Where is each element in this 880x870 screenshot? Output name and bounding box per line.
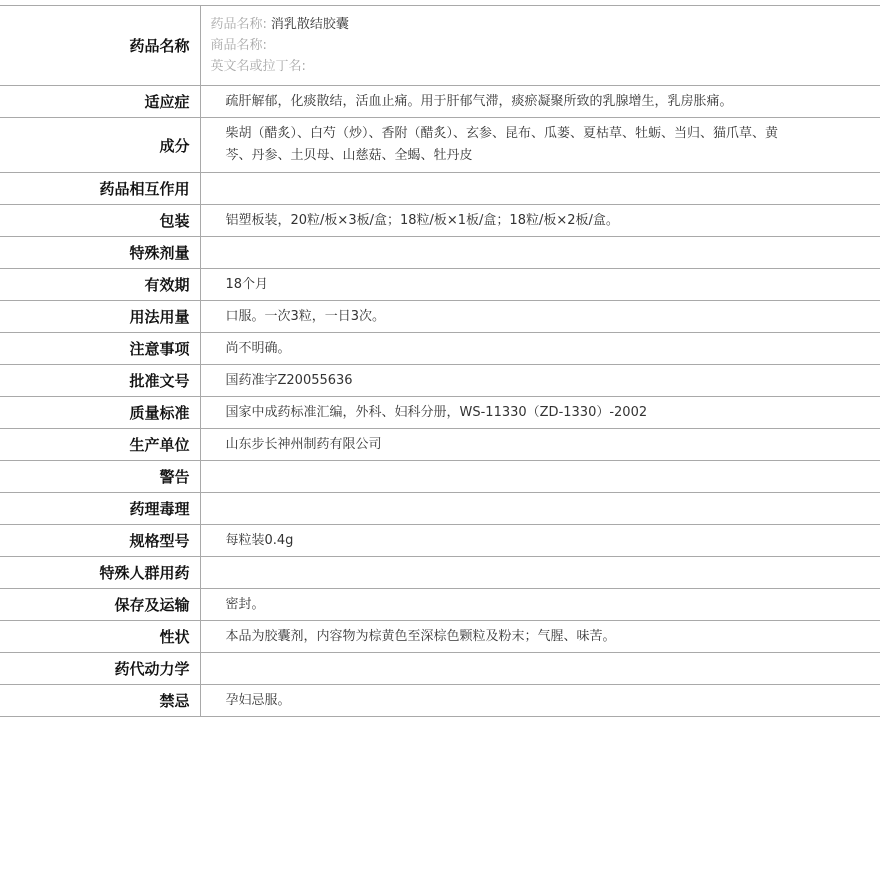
row-label: 药品名称 — [0, 6, 200, 86]
row-dosage — [0, 301, 880, 333]
drug-name-row — [0, 6, 880, 86]
row-value: 疏肝解郁，化痰散结，活血止痛。用于肝郁气滞，痰瘀凝聚所致的乳腺增生，乳房胀痛。 — [200, 86, 880, 118]
row-indications — [0, 86, 880, 118]
row-contraindications — [0, 685, 880, 717]
row-label: 特殊人群用药 — [0, 557, 200, 589]
row-packaging — [0, 205, 880, 237]
row-value — [200, 461, 880, 493]
row-label: 药代动力学 — [0, 653, 200, 685]
row-pharmacokinetics — [0, 653, 880, 685]
drug-info-sheet — [0, 5, 880, 717]
row-value: 每粒装0.4g — [200, 525, 880, 557]
row-label: 成分 — [0, 118, 200, 173]
row-label: 特殊剂量 — [0, 237, 200, 269]
row-value — [200, 653, 880, 685]
row-special-dosage — [0, 237, 880, 269]
english-name-line — [211, 56, 880, 77]
generic-name-key: 药品名称: — [210, 17, 267, 32]
row-storage — [0, 589, 880, 621]
row-label: 质量标准 — [0, 397, 200, 429]
row-label: 包装 — [0, 205, 200, 237]
row-interactions — [0, 173, 880, 205]
row-label: 规格型号 — [0, 525, 200, 557]
row-label: 注意事项 — [0, 333, 200, 365]
row-label: 药理毒理 — [0, 493, 200, 525]
row-value: 山东步长神州制药有限公司 — [200, 429, 880, 461]
row-label: 禁忌 — [0, 685, 200, 717]
generic-name-line — [211, 14, 880, 35]
row-manufacturer — [0, 429, 880, 461]
row-value — [200, 493, 880, 525]
row-value — [200, 557, 880, 589]
row-quality-standard — [0, 397, 880, 429]
drug-info-table — [0, 5, 880, 717]
row-pharmacology — [0, 493, 880, 525]
trade-name-line — [211, 35, 880, 56]
row-shelf-life — [0, 269, 880, 301]
trade-name-key: 商品名称: — [210, 38, 267, 53]
row-label: 批准文号 — [0, 365, 200, 397]
row-label: 生产单位 — [0, 429, 200, 461]
row-label: 警告 — [0, 461, 200, 493]
english-name-key: 英文名或拉丁名: — [210, 59, 306, 74]
row-value: 柴胡（醋炙）、白芍（炒）、香附（醋炙）、玄参、昆布、瓜蒌、夏枯草、牡蛎、当归、猫爪草、黄芩、丹参、土贝母、山慈菇、全蝎、牡丹皮 — [200, 118, 880, 173]
row-value: 口服。一次3粒，一日3次。 — [200, 301, 880, 333]
row-value: 尚不明确。 — [200, 333, 880, 365]
row-value: 密封。 — [200, 589, 880, 621]
row-value — [200, 173, 880, 205]
generic-name-value: 消乳散结胶囊 — [270, 17, 349, 32]
row-special-populations — [0, 557, 880, 589]
row-value: 18个月 — [200, 269, 880, 301]
row-label: 保存及运输 — [0, 589, 200, 621]
row-description — [0, 621, 880, 653]
drug-name-cell — [200, 6, 880, 86]
row-label: 适应症 — [0, 86, 200, 118]
row-precautions — [0, 333, 880, 365]
row-specification — [0, 525, 880, 557]
row-ingredients — [0, 118, 880, 173]
row-approval-number — [0, 365, 880, 397]
row-value — [200, 237, 880, 269]
row-value: 本品为胶囊剂，内容物为棕黄色至深棕色颗粒及粉末；气腥、味苦。 — [200, 621, 880, 653]
row-value: 铝塑板装，20粒/板×3板/盒；18粒/板×1板/盒；18粒/板×2板/盒。 — [200, 205, 880, 237]
row-label: 用法用量 — [0, 301, 200, 333]
row-label: 药品相互作用 — [0, 173, 200, 205]
row-value: 孕妇忌服。 — [200, 685, 880, 717]
row-warning — [0, 461, 880, 493]
row-label: 性状 — [0, 621, 200, 653]
row-value: 国家中成药标准汇编，外科、妇科分册，WS-11330（ZD-1330）-2002 — [200, 397, 880, 429]
row-value: 国药准字Z20055636 — [200, 365, 880, 397]
row-label: 有效期 — [0, 269, 200, 301]
